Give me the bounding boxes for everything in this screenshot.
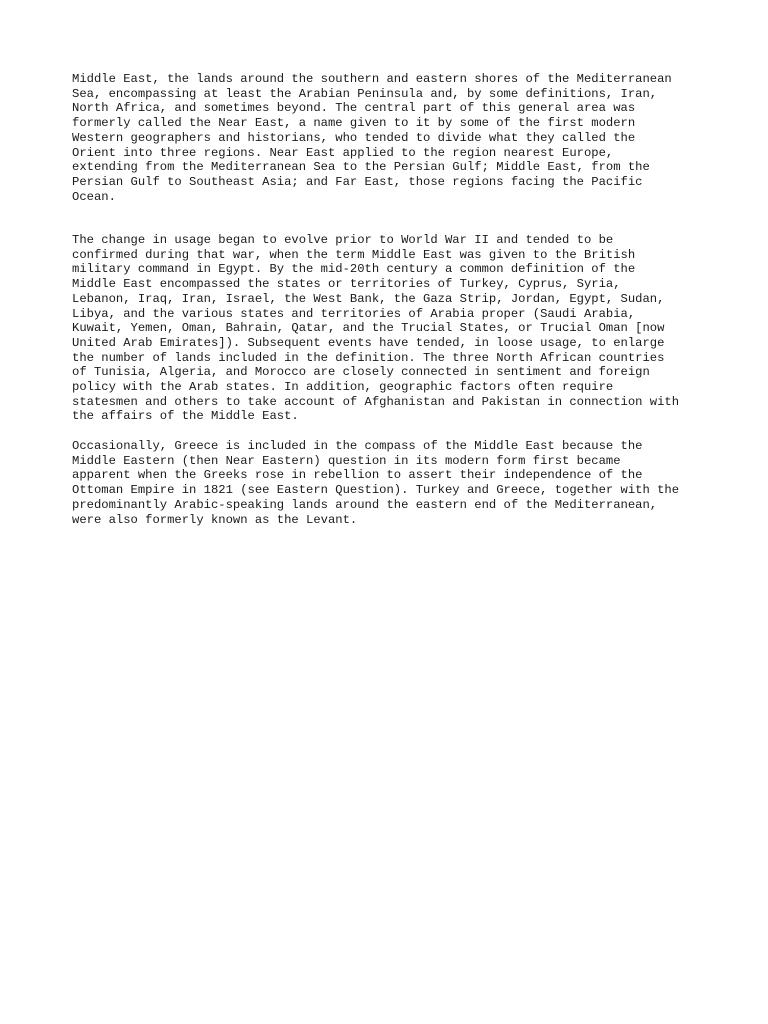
paragraph-middle-east-definition: Middle East, the lands around the southern and eastern shores of the Mediterranean Sea, encompassing at least the Arabian Peninsula and, by some definitions, Iran, North Africa, and sometimes beyond. The central part of this general area was formerly called the Near East, a name given to it by some of the first modern Western geographers and historians, who tended to divide what they called the Orient into three regions. Near East applied to the region nearest Europe, extending from the Mediterranean Sea to the Persian Gulf; Middle East, from the Persian Gulf to Southeast Asia; and Far East, those regions facing the Pacific Ocean. (72, 72, 672, 204)
paragraph-change-in-usage: The change in usage began to evolve prior to World War II and tended to be confirmed during that war, when the term Middle East was given to the British military command in Egypt. By the mid-20th century a common definition of the Middle East encompassed the states or territories of Turkey, Cyprus, Syria, Lebanon, Iraq, Iran, Israel, the West Bank, the Gaza Strip, Jordan, Egypt, Sudan, Libya, and the various states and territories of Arabia proper (Saudi Arabia, Kuwait, Yemen, Oman, Bahrain, Qatar, and the Trucial States, or Trucial Oman [now United Arab Emirates]). Subsequent events have tended, in loose usage, to enlarge the number of lands included in the definition. The three North African countries of Tunisia, Algeria, and Morocco are closely connected in sentiment and foreign policy with the Arab states. In addition, geographic factors often require statesmen and others to take account of Afghanistan and Pakistan in connection with the affairs of the Middle East. (72, 233, 680, 424)
paragraph-greece-levant: Occasionally, Greece is included in the compass of the Middle East because the Middle Eastern (then Near Eastern) question in its modern form first became apparent when the Greeks rose in rebellion to assert their independence of the Ottoman Empire in 1821 (see Eastern Question). Turkey and Greece, together with the predominantly Arabic-speaking lands around the eastern end of the Mediterranean, were also formerly known as the Levant. (72, 439, 680, 527)
